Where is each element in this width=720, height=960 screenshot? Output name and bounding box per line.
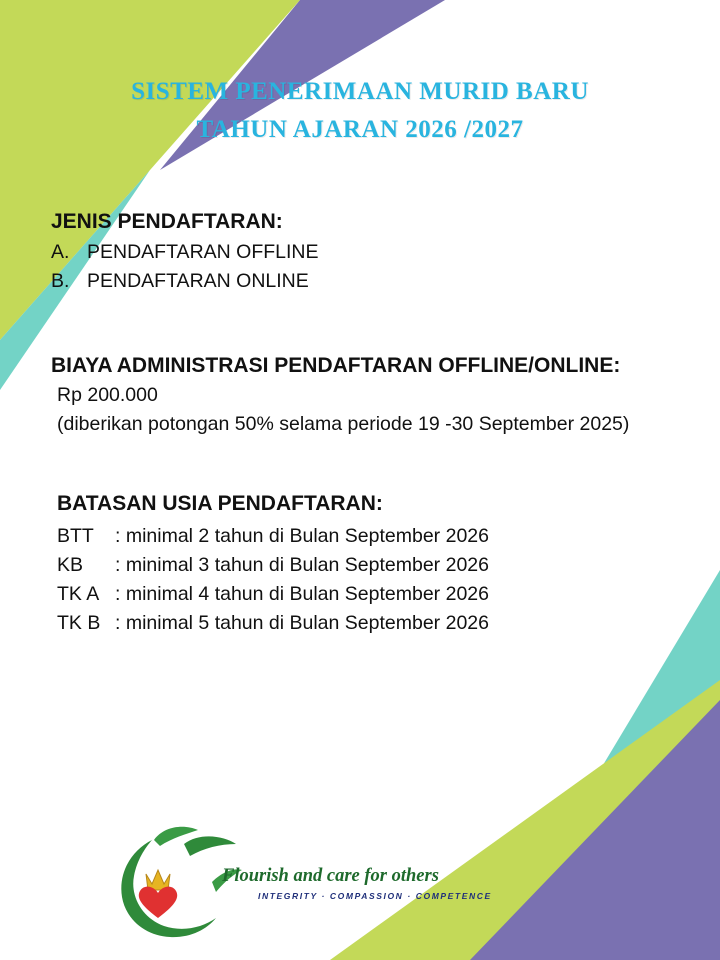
jenis-item-marker: A.: [51, 241, 70, 263]
jenis-item: [51, 241, 319, 264]
usia-heading: BATASAN USIA PENDAFTARAN:: [57, 492, 383, 515]
usia-row: [57, 554, 489, 577]
usia-row: [57, 525, 489, 548]
usia-row-label: KB: [57, 554, 84, 576]
title-line-1: SISTEM PENERIMAAN MURID BARU: [131, 78, 589, 105]
usia-row-text: : minimal 5 tahun di Bulan September 2026: [115, 612, 489, 634]
jenis-item-marker: B.: [51, 270, 70, 292]
usia-row-text: : minimal 2 tahun di Bulan September 2026: [115, 525, 489, 547]
usia-row-label: TK A: [57, 583, 100, 605]
usia-row-label: TK B: [57, 612, 101, 634]
usia-row: [57, 583, 489, 606]
title-line-2: TAHUN AJARAN 2026 /2027: [196, 116, 524, 143]
usia-row: [57, 612, 489, 635]
jenis-heading: JENIS PENDAFTARAN:: [51, 210, 283, 233]
biaya-heading: BIAYA ADMINISTRASI PENDAFTARAN OFFLINE/ONLINE:: [51, 354, 621, 377]
usia-row-text: : minimal 4 tahun di Bulan September 2026: [115, 583, 489, 605]
usia-row-text: : minimal 3 tahun di Bulan September 2026: [115, 554, 489, 576]
biaya-note: (diberikan potongan 50% selama periode 19 -30 September 2025): [57, 413, 630, 435]
jenis-item: [51, 270, 309, 293]
bottom-right-purple: [470, 700, 720, 960]
usia-row-label: BTT: [57, 525, 94, 547]
core-values: INTEGRITY · COMPASSION · COMPETENCE: [258, 891, 492, 901]
jenis-item-text: PENDAFTARAN ONLINE: [87, 270, 309, 292]
jenis-item-text: PENDAFTARAN OFFLINE: [87, 241, 319, 263]
biaya-amount: Rp 200.000: [57, 384, 158, 406]
slogan: Flourish and care for others: [222, 866, 439, 886]
